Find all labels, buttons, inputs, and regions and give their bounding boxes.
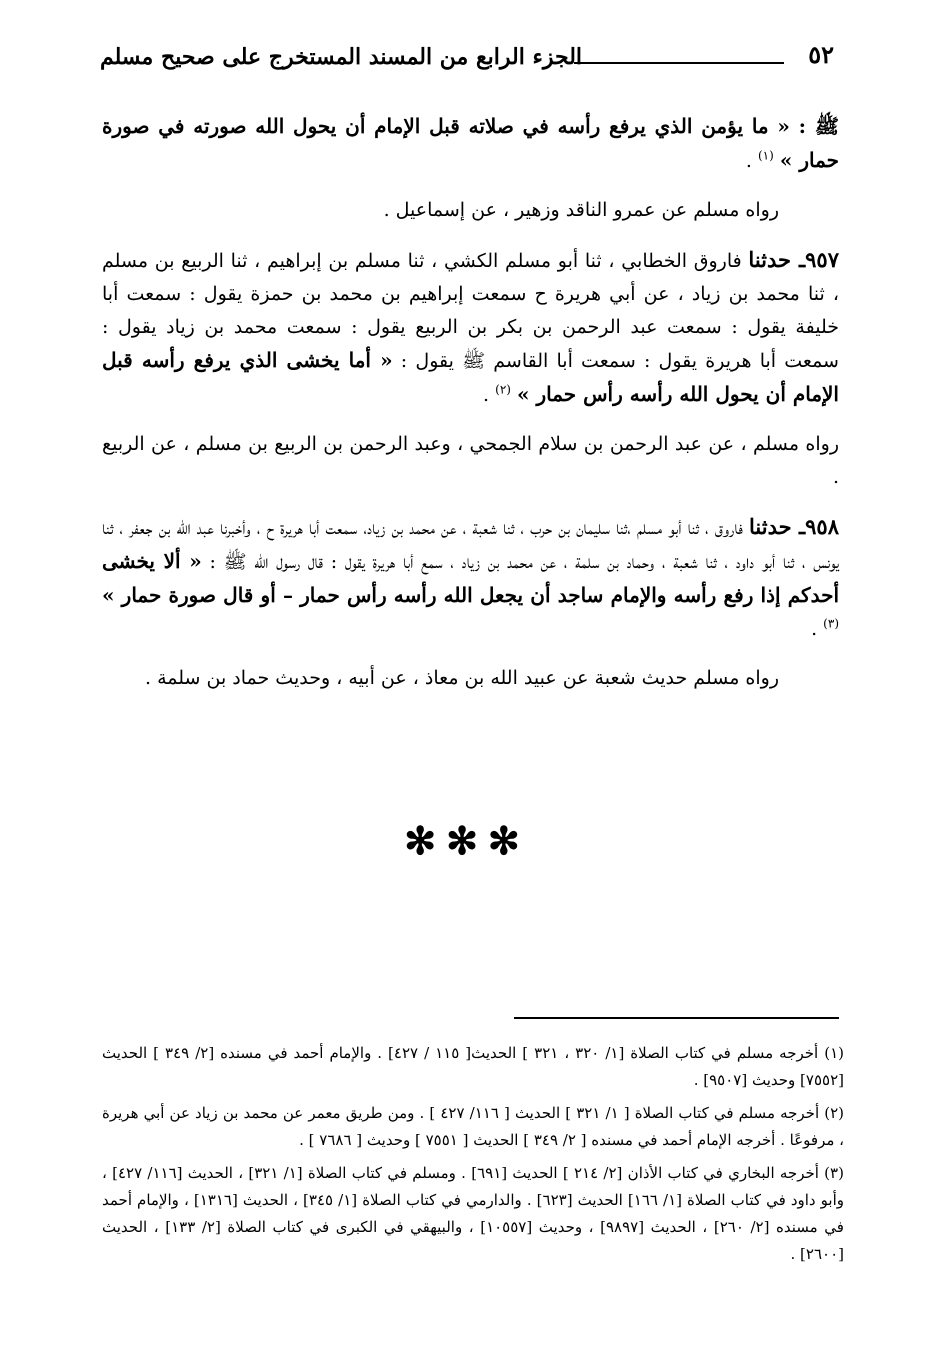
page-number: ٥٢ — [808, 40, 834, 69]
isnad-text: فاروق ، ثنا أبو مسلم ،ثنا سليمان بن حرب ، ثنا شعبة ، عن محمد بن زياد، سمعت أبا هريرة ح ، وأخبرنا عبد الله بن جعفر ، ثنا يونس ، ثنا أبو داود ، ثنا شعبة ، وحماد بن سلمة ، عن محمد بن زياد ، سمع أبا هريرة يقول : قال رسول الله ﷺ : — [102, 517, 839, 573]
tail: . — [745, 150, 758, 172]
isnad-text: فاروق الخطابي ، ثنا أبو مسلم الكشي ، ثنا مسلم بن إبراهيم ، ثنا الربيع بن مسلم ، ثنا محمد بن زياد ، عن أبي هريرة ح سمعت إبراهيم بن محمد بن حمزة يقول : سمعت أبا خليفة يقول : سمعت عبد الرحمن بن بكر بن الربيع يقول : سمعت محمد بن زياد يقول : سمعت أبا هريرة يقول : سمعت أبا القاسم ﷺ يقول : — [102, 250, 839, 372]
tail: . — [483, 384, 496, 406]
header-rule — [574, 62, 784, 64]
hadith-number: ٩٥٧ — [805, 247, 839, 272]
footnote-2: (٢) أخرجه مسلم في كتاب الصلاة [ ١/ ٣٢١ ] الحديث [ ١١٦/ ٤٢٧ ] . ومن طريق معمر عن محمد بن زياد عن أبي هريرة ، مرفوعًا . أخرجه الإمام أحمد في مسنده [ ٢/ ٣٤٩ ] الحديث [ ٧٥٥١ ] وحديث [ ٧٦٨٦ ] . — [102, 1104, 844, 1149]
salutation: ﷺ : — [789, 114, 839, 138]
narration-note-2: رواه مسلم ، عن عبد الرحمن بن سلام الجمحي ، وعبد الرحمن بن الربيع بن مسلم ، عن الربيع . — [102, 433, 839, 488]
prophetic-quote: « ما يؤمن الذي يرفع رأسه في صلاته قبل الإمام أن يحول الله صورته في صورة حمار » — [102, 114, 839, 172]
hadith-957 — [102, 243, 839, 412]
hadith-number: ٩٥٨ — [805, 514, 839, 539]
haddathana-label: ـ حدثنا — [748, 247, 806, 272]
running-title: الجزء الرابع من المسند المستخرج على صحيح مسلم — [100, 44, 583, 70]
footnote-ref-3[interactable]: (٣) — [823, 616, 839, 631]
hadith-continuation — [102, 110, 839, 178]
footnote-3: (٣) أخرجه البخاري في كتاب الأذان [٢/ ٢١٤ ] الحديث [٦٩١] . ومسلم في كتاب الصلاة [١/ ٣٢١] ، الحديث [١١٦/ ٤٢٧] ، وأبو داود في كتاب الصلاة [١/ ١٦٦] الحديث [٦٢٣] . والدارمي في كتاب الصلاة [١/ ٣٤٥] ، الحديث [١٣١٦] ، والإمام أحمد في مسنده [٢/ ٢٦٠] ، الحديث [٩٨٩٧] ، وحديث [١٠٥٥٧] ، والبيهقي في الكبرى في كتاب الصلاة [٢/ ١٣٣] ، الحديث [٢٦٠٠] . — [102, 1164, 844, 1263]
page-header — [100, 40, 834, 80]
narration-note-1: رواه مسلم عن عمرو الناقد وزهير ، عن إسماعيل . — [383, 199, 779, 221]
prophetic-quote: « أما يخشى الذي يرفع رأسه قبل الإمام أن يحول الله رأسه رأس حمار » — [102, 348, 839, 406]
footnote-ref-2[interactable]: (٢) — [495, 382, 511, 397]
main-text — [102, 110, 839, 711]
tail: . — [811, 618, 824, 640]
footnote-1: (١) أخرجه مسلم في كتاب الصلاة [١/ ٣٢٠ ، ٣٢١ ] الحديث[ ١١٥ / ٤٢٧] . والإمام أحمد في مسنده [٢/ ٣٤٩ ] الحديث [٧٥٥٢] وحديث [٩٥٠٧] . — [102, 1044, 844, 1089]
section-separator-stars: ✻✻✻ — [404, 818, 530, 863]
narration-note-3: رواه مسلم حديث شعبة عن عبيد الله بن معاذ ، عن أبيه ، وحديث حماد بن سلمة . — [145, 667, 779, 689]
prophetic-quote: « ألا يخشى أحدكم إذا رفع رأسه والإمام ساجد أن يجعل الله رأسه رأس حمار – أو قال صورة حمار » — [102, 549, 839, 607]
haddathana-label: ـ حدثنا — [749, 514, 806, 539]
footnote-rule — [514, 1017, 839, 1019]
hadith-958 — [102, 510, 839, 646]
footnote-ref-1[interactable]: (١) — [757, 148, 774, 163]
footnotes — [102, 1040, 844, 1274]
